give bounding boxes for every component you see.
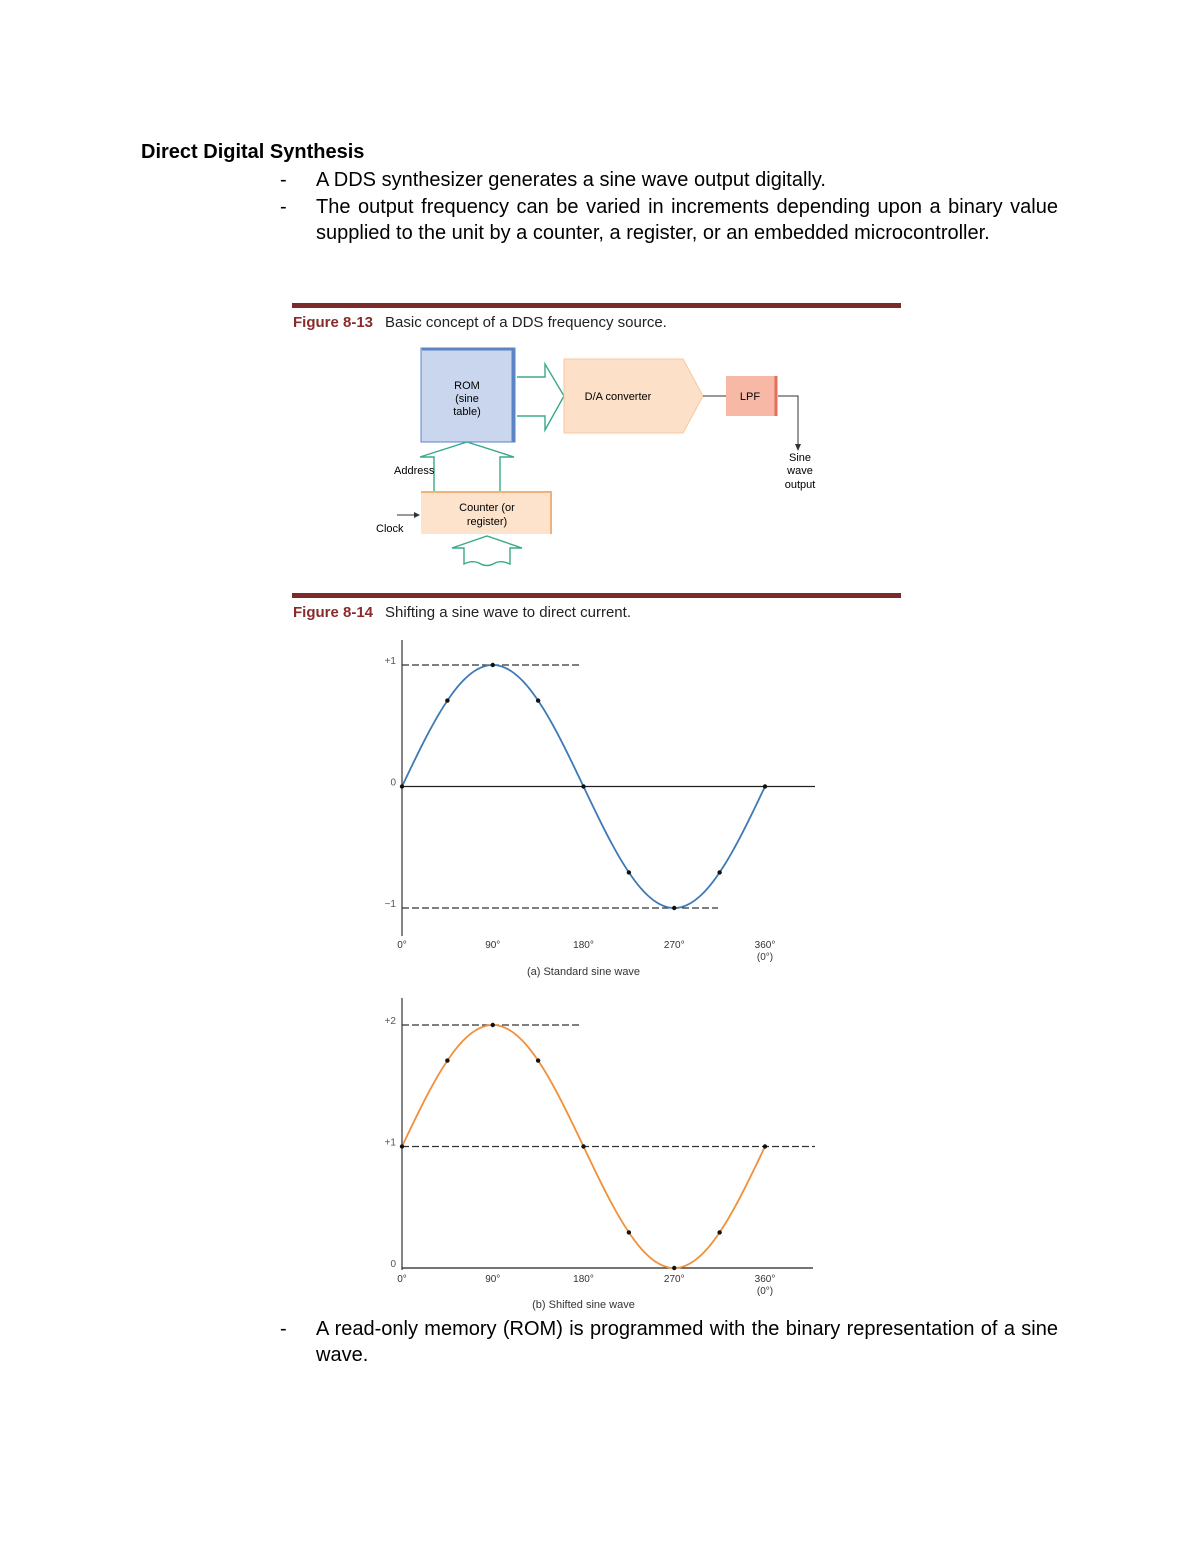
figure-caption-1	[293, 314, 667, 331]
sample-point	[581, 784, 585, 788]
output-label-2: wave	[787, 465, 813, 477]
x-tick-label: 0°	[397, 940, 407, 951]
y-tick-label: 0	[390, 1259, 396, 1270]
lpf-block	[726, 376, 777, 416]
sample-point	[763, 1144, 767, 1148]
bullet-dash: -	[280, 196, 287, 218]
figure-divider-2	[292, 593, 901, 598]
y-tick-label: 0	[390, 777, 396, 789]
sample-point	[672, 1266, 676, 1270]
x-tick-label: 0°	[397, 1274, 407, 1285]
y-tick-label: −1	[384, 899, 396, 910]
sample-point	[717, 1230, 721, 1234]
figure-divider-1	[292, 303, 901, 308]
lpf-label: LPF	[739, 391, 761, 403]
bullet-dash: -	[280, 1318, 287, 1340]
sample-point	[536, 1058, 540, 1062]
sample-point	[445, 1058, 449, 1062]
sample-point	[445, 698, 449, 702]
bullet-dash: -	[280, 169, 287, 191]
bullet-text: The output frequency can be varied in increments depending upon a binary value supplied to the unit by a counter, a register, or an embedded microcontroller.	[316, 196, 1058, 244]
sample-point	[763, 784, 767, 788]
y-tick-label: +1	[384, 1137, 396, 1149]
chart-sublabel: (a) Standard sine wave	[526, 966, 641, 978]
output-arrowhead	[795, 444, 801, 451]
rom-block	[421, 348, 515, 442]
x-tick-label: 180°	[573, 1274, 594, 1285]
rom-label-1: ROM	[454, 380, 480, 392]
sample-point	[491, 663, 495, 667]
x-tick-label: 90°	[485, 1274, 501, 1285]
x-tick-label: 360°	[754, 1274, 776, 1285]
sample-point	[627, 1230, 631, 1234]
sample-point	[491, 1023, 495, 1027]
rom-label-2: (sine	[455, 393, 479, 405]
sample-point	[581, 1144, 585, 1148]
output-line	[778, 396, 798, 446]
y-tick-label: +2	[384, 1016, 396, 1027]
chart-shifted-sine	[360, 995, 840, 1315]
figure-number: Figure 8-13	[293, 314, 374, 331]
dds-block-diagram	[360, 340, 840, 580]
y-tick-label: +1	[384, 656, 396, 667]
figure-caption-text: Basic concept of a DDS frequency source.	[385, 314, 667, 331]
input-arrow	[452, 536, 522, 566]
chart-standard-sine	[360, 635, 840, 980]
rom-label-3: table)	[453, 406, 481, 418]
x-tick-sublabel: (0°)	[756, 1286, 774, 1297]
figure-caption-2	[293, 604, 631, 621]
chart-sublabel: (b) Shifted sine wave	[532, 1299, 635, 1311]
section-heading: Direct Digital Synthesis	[141, 141, 365, 163]
x-tick-label: 360°	[754, 940, 776, 951]
counter-label-2: register)	[466, 516, 508, 528]
output-label-1: Sine	[788, 452, 812, 464]
bullet-item-1	[280, 168, 1058, 194]
output-label-3: output	[784, 479, 816, 491]
bullet-text: A read-only memory (ROM) is programmed with the binary representation of a sine wave.	[316, 1318, 1058, 1366]
dac-block	[564, 359, 703, 433]
sample-point	[627, 870, 631, 874]
figure-caption-text: Shifting a sine wave to direct current.	[385, 604, 631, 621]
x-tick-sublabel: (0°)	[756, 952, 774, 963]
bullet-text: A DDS synthesizer generates a sine wave output digitally.	[316, 169, 826, 191]
counter-block	[421, 491, 552, 534]
clock-arrowhead	[414, 512, 420, 518]
sample-point	[717, 870, 721, 874]
sample-point	[400, 1144, 404, 1148]
data-bus-arrow	[517, 364, 564, 430]
bullet-item-2	[280, 195, 1058, 246]
counter-label-1: Counter (or	[459, 502, 515, 514]
clock-label: Clock	[376, 523, 404, 535]
x-tick-label: 180°	[573, 940, 594, 951]
sample-point	[536, 698, 540, 702]
figure-number: Figure 8-14	[293, 604, 374, 621]
address-label: Address	[394, 465, 435, 477]
sample-point	[400, 784, 404, 788]
sample-point	[672, 906, 676, 910]
x-tick-label: 90°	[485, 940, 501, 951]
dac-label: D/A converter	[584, 391, 652, 403]
x-tick-label: 270°	[663, 1274, 685, 1285]
x-tick-label: 270°	[663, 940, 685, 951]
bullet-item-3	[280, 1317, 1058, 1368]
